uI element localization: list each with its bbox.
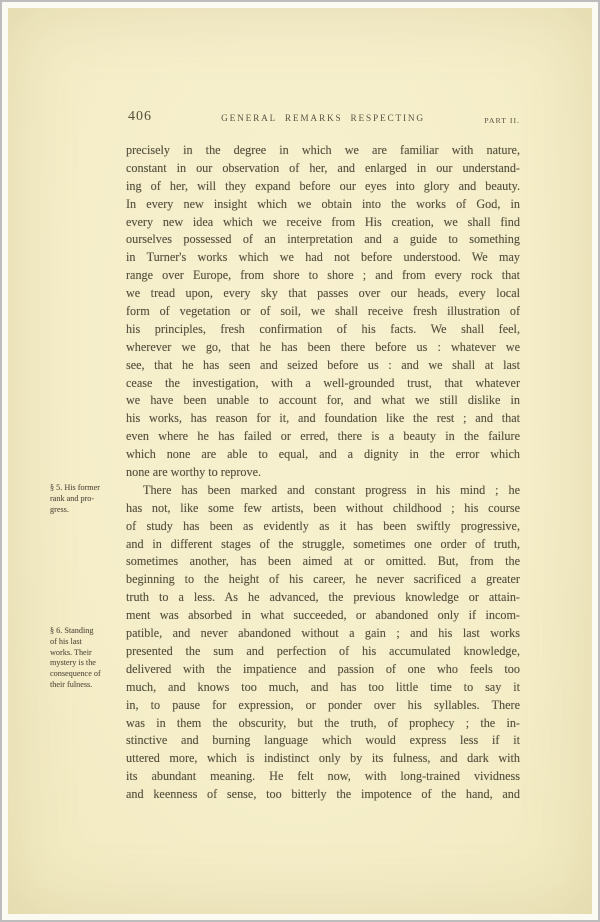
body-text-line: patible, and never abandoned without a gain ; and his last works [126, 626, 520, 641]
body-text-line: ourselves possessed of an interpretation and a guide to something [126, 232, 520, 247]
body-text-line: range over Europe, from shore to shore ; and from every rock that [126, 268, 520, 283]
body-text-line: we tread upon, every sky that passes over our heads, every local [126, 286, 520, 301]
body-text-line: presented the sum and perfection of his accumulated knowledge, [126, 643, 520, 658]
body-text-line: was in them the obscurity, but the truth, of prophecy ; the in- [126, 715, 520, 730]
margin-note [50, 483, 132, 515]
body-text-line: ing of her, will they expand before our eyes into glory and beauty. [126, 178, 520, 193]
body-text-line: cease the investigation, with a well-grounded trust, that whatever [126, 375, 520, 390]
body-text-line: and in different stages of the struggle, sometimes one order of truth, [126, 536, 520, 551]
page-paper [8, 8, 592, 914]
margin-note-line: gress. [50, 504, 69, 514]
body-text-line: ment was absorbed in what succeeded, or abandoned only if incom- [126, 608, 520, 623]
body-text-line: his principles, fresh confirmation of his facts. We shall feel, [126, 321, 520, 336]
body-text-line: In every new insight which we obtain into the works of God, in [126, 196, 520, 211]
part-label: PART II. [484, 116, 520, 125]
running-title: GENERAL REMARKS RESPECTING [221, 114, 425, 124]
margin-note-line: § 6. Standing [50, 626, 94, 636]
body-text-line: form of vegetation or of soil, we shall receive fresh illustration of [126, 304, 520, 319]
margin-note-line: of his last [50, 637, 82, 646]
body-text-line: we have been unable to account for, and what we still dislike in [126, 393, 520, 408]
body-text-line: constant in our observation of her, and enlarged in our understand- [126, 160, 520, 175]
page-number: 406 [128, 109, 152, 124]
margin-note-line: consequence of [50, 669, 101, 679]
margin-note-line: their fulness. [50, 679, 93, 689]
body-text-line: delivered with the impatience and passion of one who feels too [126, 661, 520, 676]
body-text-line: its abundant meaning. He felt now, with long-trained vividness [126, 769, 520, 784]
margin-note [50, 626, 132, 690]
body-text-line: of study has been as evidently as it has been swiftly progressive, [126, 518, 520, 533]
body-text-line: in, to pause for expression, or ponder over his syllables. There [126, 697, 520, 712]
body-text-line: There has been marked and constant progress in his mind ; he [143, 482, 520, 497]
body-text-line: has not, like some few artists, been without childhood ; his course [126, 500, 520, 515]
body-text-line: which none are able to equal, and a dignity in the error which [126, 447, 520, 462]
body-text-line: precisely in the degree in which we are familiar with nature, [126, 143, 520, 157]
page-header [126, 109, 520, 131]
body-text-line: uttered more, which is indistinct only by its fulness, and dark with [126, 751, 520, 766]
body-text-line: much, and knows too much, and has too little time to say it [126, 679, 520, 694]
body-text-line: none are worthy to reprove. [126, 465, 262, 480]
body-text-line: beginning to the height of his career, he never sacrificed a greater [126, 572, 520, 587]
body-text-line: wherever we go, that he has been there before us : whatever we [126, 339, 520, 354]
margin-note-line: rank and pro- [50, 493, 95, 503]
body-text-line: stinctive and burning language which would express less if it [126, 733, 520, 748]
margin-note-line: mystery is the [50, 658, 96, 668]
body-text-line: and keenness of sense, too bitterly the impotence of the hand, and [126, 787, 520, 802]
body-text-line: in Turner's works which we had not before understood. We may [126, 250, 520, 265]
body-text-line: sometimes another, has been aimed at or omitted. But, from the [126, 554, 520, 569]
body-text-line: every new idea which we receive from His creation, we shall find [126, 214, 520, 229]
body-text-line: truth to a less. As he advanced, the previous knowledge or attain- [126, 590, 520, 605]
body-text-line: even where he has failed or erred, there is a beauty in the failure [126, 429, 520, 444]
margin-note-line: § 5. His former [50, 483, 101, 493]
body-text [126, 142, 520, 804]
margin-note-line: works. Their [50, 647, 92, 657]
body-text-line: see, that he has seen and seized before us : and we shall at last [126, 357, 520, 372]
body-text-line: his works, has reason for it, and foundation like the rest ; and that [126, 411, 520, 426]
